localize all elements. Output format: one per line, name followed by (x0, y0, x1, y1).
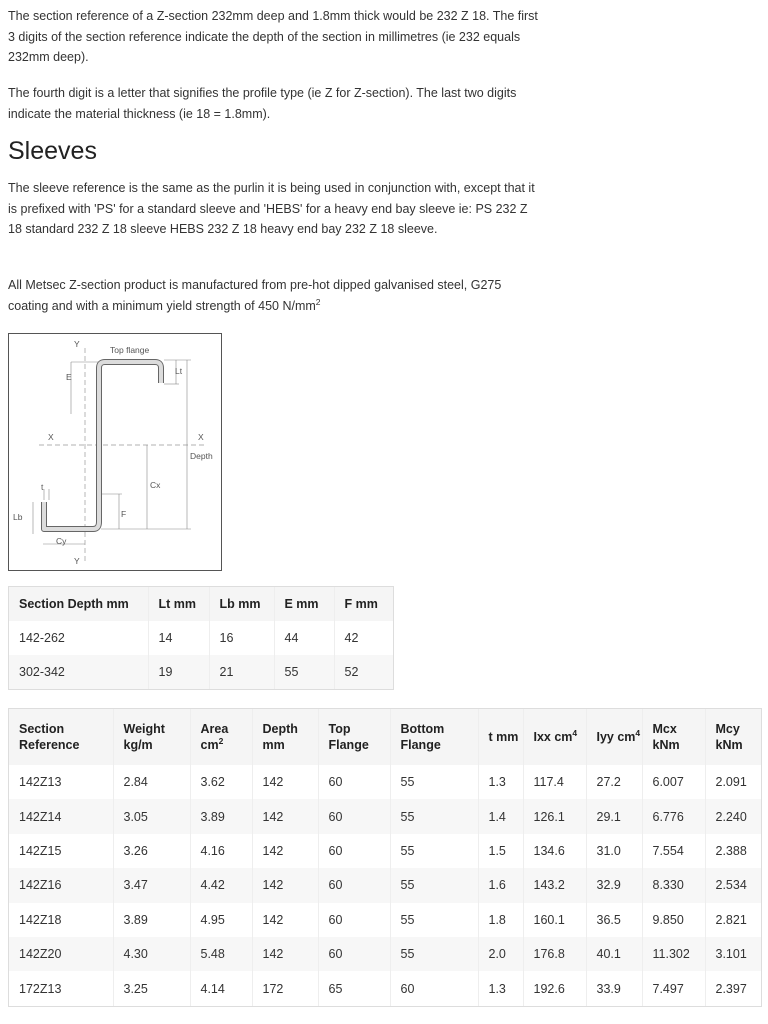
table-cell: 142 (252, 868, 318, 902)
table-cell: 1.5 (478, 834, 523, 868)
table-cell: 142 (252, 903, 318, 937)
table-cell: 7.554 (642, 834, 705, 868)
table-cell: 2.240 (705, 799, 761, 833)
table-cell: 44 (274, 621, 334, 655)
column-header-superscript: 4 (635, 728, 641, 738)
table-row (9, 655, 393, 689)
sleeves-paragraph-2 (8, 275, 538, 316)
column-header-label: Ixx cm (533, 730, 573, 744)
table-cell: 3.62 (190, 765, 252, 799)
column-header-label: Mcx kNm (652, 722, 680, 752)
column-header-label: Iyy cm (596, 730, 636, 744)
table-row (9, 799, 761, 833)
label-e: E (66, 372, 72, 382)
z-profile-shape (44, 362, 161, 529)
table-cell: 8.330 (642, 868, 705, 902)
label-cy: Cy (56, 536, 67, 546)
intro-paragraph-1: The section reference of a Z-section 232mm deep and 1.8mm thick would be 232 Z 18. The first 3 digits of the section reference indicate the depth of the section in millimetres (ie 232 equals 232mm deep). (8, 9, 538, 64)
column-header-label: Bottom Flange (400, 722, 445, 752)
table-cell: 4.30 (113, 937, 190, 971)
table-cell: 3.05 (113, 799, 190, 833)
table-cell: 3.101 (705, 937, 761, 971)
table-cell: 60 (318, 937, 390, 971)
table-cell: 3.89 (190, 799, 252, 833)
table-cell: 32.9 (586, 868, 642, 902)
label-y-bottom: Y (74, 556, 80, 566)
table-cell: 21 (209, 655, 274, 689)
table-cell: 142 (252, 765, 318, 799)
table-cell: 2.0 (478, 937, 523, 971)
table-cell: 192.6 (523, 971, 586, 1005)
table-cell: 6.776 (642, 799, 705, 833)
table-row (9, 765, 761, 799)
sleeves-heading: Sleeves (8, 137, 97, 165)
table-cell: 142-262 (9, 621, 148, 655)
table-cell: 1.6 (478, 868, 523, 902)
table-cell: 5.48 (190, 937, 252, 971)
table-cell: 2.091 (705, 765, 761, 799)
column-header: Lb mm (209, 587, 274, 621)
column-header: F mm (334, 587, 393, 621)
column-header (318, 709, 390, 765)
table-cell: 302-342 (9, 655, 148, 689)
flange-dimensions-table (9, 587, 393, 689)
table-cell: 4.16 (190, 834, 252, 868)
sleeves-paragraph-1: The sleeve reference is the same as the purlin it is being used in conjunction with, except that it is prefixed with 'PS' for a standard sleeve and 'HEBS' for a heavy end bay sleeve ie: PS 232 Z 18 standard 232 Z 18 sleeve HEBS 232 Z 18 heavy end bay 232 Z 18 sleeve. (8, 181, 535, 236)
table-cell: 65 (318, 971, 390, 1005)
column-header (9, 709, 113, 765)
table-cell: 142 (252, 937, 318, 971)
table-cell: 9.850 (642, 903, 705, 937)
column-header: E mm (274, 587, 334, 621)
table-cell: 1.3 (478, 765, 523, 799)
table-cell: 126.1 (523, 799, 586, 833)
column-header-label: Top Flange (328, 722, 369, 752)
label-depth: Depth (190, 451, 213, 461)
table-cell: 6.007 (642, 765, 705, 799)
table-cell: 1.4 (478, 799, 523, 833)
column-header (252, 709, 318, 765)
label-cx: Cx (150, 480, 161, 490)
table-cell: 27.2 (586, 765, 642, 799)
column-header (113, 709, 190, 765)
table-cell: 55 (390, 834, 478, 868)
column-header-label: Depth mm (262, 722, 298, 752)
table-cell: 4.95 (190, 903, 252, 937)
table-cell: 60 (318, 799, 390, 833)
column-header-label: Area cm (200, 722, 229, 752)
table-cell: 7.497 (642, 971, 705, 1005)
table-cell: 2.388 (705, 834, 761, 868)
table-cell: 42 (334, 621, 393, 655)
table-cell: 3.89 (113, 903, 190, 937)
table-cell: 2.821 (705, 903, 761, 937)
column-header-superscript: 2 (218, 736, 224, 746)
column-header-label: Mcy kNm (715, 722, 743, 752)
table-cell: 52 (334, 655, 393, 689)
table-cell: 2.534 (705, 868, 761, 902)
table-cell: 60 (318, 903, 390, 937)
table-cell: 142 (252, 799, 318, 833)
yield-strength-text: All Metsec Z-section product is manufactured from pre-hot dipped galvanised steel, G275 coating and with a minimum yield strength of 450 N/mm (8, 278, 502, 313)
z-section-diagram (8, 333, 222, 571)
column-header-label: t mm (488, 730, 519, 744)
table-cell: 134.6 (523, 834, 586, 868)
table-row (9, 621, 393, 655)
table-cell: 142Z18 (9, 903, 113, 937)
table-row (9, 971, 761, 1005)
label-lt: Lt (175, 366, 183, 376)
table-header-row (9, 587, 393, 621)
table-cell: 33.9 (586, 971, 642, 1005)
table-cell: 55 (274, 655, 334, 689)
table-cell: 172Z13 (9, 971, 113, 1005)
table-cell: 142Z20 (9, 937, 113, 971)
table-cell: 55 (390, 765, 478, 799)
label-y-top: Y (74, 339, 80, 349)
column-header: Section Depth mm (9, 587, 148, 621)
table-cell: 176.8 (523, 937, 586, 971)
table-cell: 2.84 (113, 765, 190, 799)
section-properties-table-wrapper (8, 708, 762, 1007)
table-cell: 60 (390, 971, 478, 1005)
table-cell: 1.8 (478, 903, 523, 937)
column-header (586, 709, 642, 765)
label-lb: Lb (13, 512, 23, 522)
label-f: F (121, 509, 127, 519)
table-cell: 11.302 (642, 937, 705, 971)
column-header (642, 709, 705, 765)
table-cell: 60 (318, 834, 390, 868)
intro-paragraph-2: The fourth digit is a letter that signifies the profile type (ie Z for Z-section). The last two digits indicate the material thickness (ie 18 = 1.8mm). (8, 86, 517, 121)
table-cell: 19 (148, 655, 209, 689)
table-cell: 55 (390, 937, 478, 971)
table-row (9, 868, 761, 902)
table-cell: 143.2 (523, 868, 586, 902)
table-cell: 36.5 (586, 903, 642, 937)
column-header (523, 709, 586, 765)
label-t: t (41, 482, 44, 492)
table-cell: 117.4 (523, 765, 586, 799)
label-top-flange: Top flange (110, 345, 150, 355)
label-x-right: X (198, 432, 204, 442)
z-section-drawing (9, 334, 221, 570)
table-cell: 60 (318, 868, 390, 902)
table-cell: 142Z14 (9, 799, 113, 833)
column-header-label: Section Reference (19, 722, 80, 752)
table-cell: 160.1 (523, 903, 586, 937)
table-cell: 60 (318, 765, 390, 799)
table-cell: 3.47 (113, 868, 190, 902)
table-cell: 55 (390, 799, 478, 833)
table-cell: 55 (390, 868, 478, 902)
table-cell: 4.14 (190, 971, 252, 1005)
yield-strength-superscript: 2 (315, 296, 321, 307)
table-cell: 2.397 (705, 971, 761, 1005)
table-cell: 40.1 (586, 937, 642, 971)
column-header (705, 709, 761, 765)
table-cell: 4.42 (190, 868, 252, 902)
column-header-superscript: 4 (572, 728, 578, 738)
label-x-left: X (48, 432, 54, 442)
section-properties-table (9, 709, 761, 1006)
table-cell: 142 (252, 834, 318, 868)
table-cell: 142Z13 (9, 765, 113, 799)
table-cell: 31.0 (586, 834, 642, 868)
table-cell: 3.25 (113, 971, 190, 1005)
table-cell: 142Z16 (9, 868, 113, 902)
table-row (9, 903, 761, 937)
column-header (190, 709, 252, 765)
column-header (390, 709, 478, 765)
table-cell: 3.26 (113, 834, 190, 868)
table-row (9, 937, 761, 971)
column-header: Lt mm (148, 587, 209, 621)
column-header (478, 709, 523, 765)
table-cell: 29.1 (586, 799, 642, 833)
table-cell: 1.3 (478, 971, 523, 1005)
table-cell: 172 (252, 971, 318, 1005)
column-header-label: Weight kg/m (123, 722, 165, 752)
table-row (9, 834, 761, 868)
table-cell: 14 (148, 621, 209, 655)
flange-dimensions-table-wrapper (8, 586, 394, 690)
table-cell: 55 (390, 903, 478, 937)
table-cell: 16 (209, 621, 274, 655)
table-cell: 142Z15 (9, 834, 113, 868)
table-header-row (9, 709, 761, 765)
